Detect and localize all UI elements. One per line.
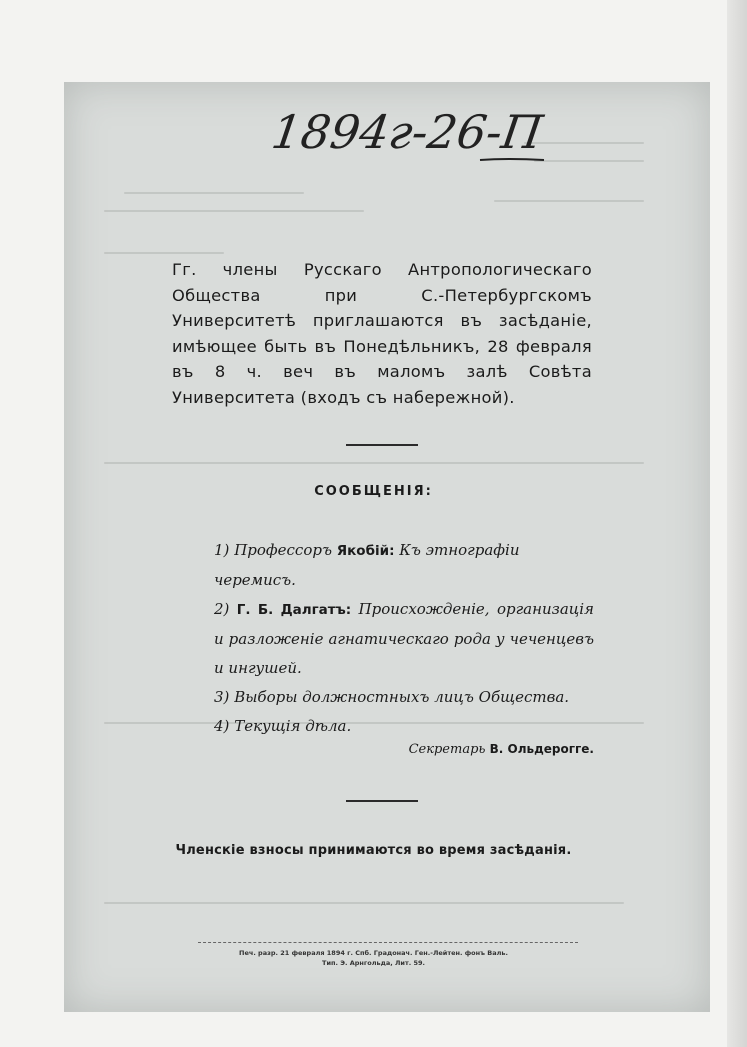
secretary-title: Секретарь xyxy=(408,742,486,757)
bleed-through-line xyxy=(494,200,644,202)
bleed-through-line xyxy=(104,902,624,904)
page-edge xyxy=(727,0,747,1047)
bleed-through-line xyxy=(104,462,644,464)
divider-rule xyxy=(346,444,418,446)
imprint-line-2: Тип. Э. Арнгольда, Лит. 59. xyxy=(322,959,425,967)
divider-rule xyxy=(346,800,418,802)
bleed-through-line xyxy=(534,160,644,162)
section-heading: СООБЩЕНІЯ: xyxy=(314,484,433,499)
bleed-through-line xyxy=(104,252,224,254)
item-text: Происхожденіе, организація и разложеніе агнатическаго рода у чеченцевъ и ингушей. xyxy=(214,600,594,677)
handwritten-date-text: 1894г-26-П xyxy=(268,105,546,159)
invitation-text: Гг. члены Русскаго Антропологическаго Общества при С.-Петербургскомъ Университетѣ приглашаются въ засѣданіе, имѣющее быть въ Понедѣльникъ, 28 февраля въ 8 ч. веч въ маломъ залѣ Совѣта Университета (входъ съ набережной). xyxy=(172,260,592,407)
item-speaker: Профессоръ xyxy=(234,541,332,559)
item-number: 4) xyxy=(214,717,230,735)
agenda-item-4 xyxy=(172,712,594,741)
secretary-name: В. Ольдерогге. xyxy=(489,742,594,756)
agenda-item-1 xyxy=(172,536,594,595)
item-speaker-name: Г. Б. Далгатъ: xyxy=(236,602,352,618)
secretary-signature xyxy=(409,742,594,757)
bleed-through-line xyxy=(124,192,304,194)
item-speaker-name: Якобій: xyxy=(336,543,395,559)
handwritten-underline xyxy=(480,159,544,160)
imprint-separator xyxy=(198,942,578,943)
item-text: Къ этнографіи черемисъ. xyxy=(214,541,520,589)
bleed-through-line xyxy=(104,210,364,212)
item-text: Выборы должностныхъ лицъ Общества. xyxy=(234,688,570,706)
item-number: 1) xyxy=(214,541,230,559)
fees-note: Членскіе взносы принимаются во время засѣданія. xyxy=(175,843,572,858)
agenda-item-3 xyxy=(172,683,594,712)
imprint-line-1: Печ. разр. 21 февраля 1894 г. Спб. Градонач. Ген.-Лейтен. фонъ Валь. xyxy=(239,949,508,957)
item-number: 2) xyxy=(214,600,230,618)
item-text: Текущія дѣла. xyxy=(234,717,352,735)
agenda-list xyxy=(172,536,594,741)
printer-imprint xyxy=(0,948,747,968)
agenda-item-2 xyxy=(172,595,594,683)
item-number: 3) xyxy=(214,688,230,706)
handwritten-date-note xyxy=(208,90,548,190)
